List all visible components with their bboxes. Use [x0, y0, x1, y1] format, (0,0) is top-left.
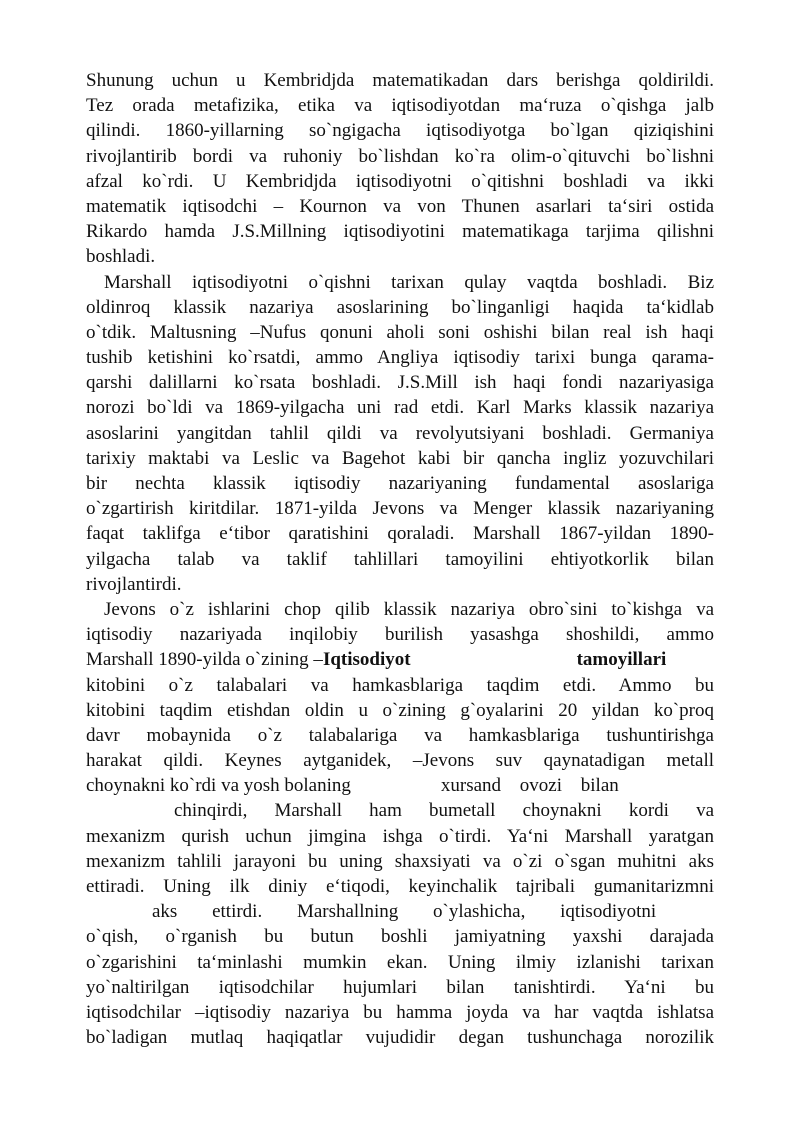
text-line: davr mobaynida o`z talabalariga va hamkasblariga tushuntirishga [86, 724, 714, 746]
text-line: norozi bo`ldi va 1869-yilgacha uni rad etdi. Karl Marks klassik nazariya [86, 397, 714, 419]
text-line-with-title [86, 647, 714, 672]
book-title-part-2: tamoyillari [576, 649, 667, 671]
text-line: Tez orada metafizika, etika va iqtisodiyotdan ma‘ruza o`qishga jalb [86, 95, 714, 117]
book-title-part-1: Iqtisodiyot [322, 649, 411, 671]
text-line: qarshi dalillarni ko`rsata boshladi. J.S.Mill ish haqi fondi nazariyasiga [86, 372, 714, 394]
text-fragment: choynakni ko`rdi va yosh bolaning [86, 775, 351, 797]
text-line: harakat qildi. Keynes aytganidek, –Jevons suv qaynatadigan metall [86, 750, 714, 772]
text-line: chinqirdi, Marshall ham bumetall choynakni kordi va [174, 800, 714, 822]
text-line: matematik iqtisodchi – Kournon va von Thunen asarlari ta‘siri ostida [86, 195, 714, 217]
paragraph-start-line: Marshall iqtisodiyotni o`qishni tarixan qulay vaqtda boshladi. Biz [104, 271, 714, 293]
text-line: tarixiy maktabi va Leslic va Bagehot kabi bir qancha ingliz yozuvchilari [86, 447, 714, 469]
text-line: yilgacha talab va taklif tahlillari tamoyilini ehtiyotkorlik bilan [86, 548, 714, 570]
text-line: o`zgarishini ta‘minlashi mumkin ekan. Uning ilmiy izlanishi tarixan [86, 951, 714, 973]
text-line: Shunung uchun u Kembridjda matematikadan dars berishga qoldirildi. [86, 70, 714, 91]
text-line: rivojlantirdi. [86, 573, 182, 595]
text-line: iqtisodiy nazariyada inqilobiy burilish yasashga shoshildi, ammo [86, 624, 714, 646]
text-line: asoslarini yangitdan tahlil qildi va revolyutsiyani boshladi. Germaniya [86, 422, 714, 444]
text-line: mexanizm tahlili jarayoni bu uning shaxsiyati va o`zi o`sgan muhitni aks [86, 850, 714, 872]
text-line: kitobini o`z talabalari va hamkasblariga taqdim etdi. Ammo bu [86, 674, 714, 696]
text-line: o`qish, o`rganish bu butun boshli jamiyatning yaxshi darajada [86, 926, 714, 948]
text-line: afzal ko`rdi. U Kembridjda iqtisodiyotni o`qitishni boshladi va ikki [86, 170, 714, 192]
paragraph-start-line: Jevons o`z ishlarini chop qilib klassik nazariya obro`sini to`kishga va [104, 598, 714, 620]
text-line: oldinroq klassik nazariya asoslarining bo`linganligi haqida ta‘kidlab [86, 296, 714, 318]
text-line: Rikardo hamda J.S.Millning iqtisodiyotini matematikaga tarjima qilishni [86, 221, 714, 243]
text-line: o`zgartirish kiritdilar. 1871-yilda Jevons va Menger klassik nazariyaning [86, 498, 714, 520]
text-line: iqtisodchilar –iqtisodiy nazariya bu hamma joyda va har vaqtda ishlatsa [86, 1001, 714, 1023]
text-line-split [86, 773, 714, 798]
text-line: faqat taklifga e‘tibor qaratishini qoraladi. Marshall 1867-yildan 1890- [86, 523, 714, 545]
text-line: boshladi. [86, 246, 156, 268]
text-line: bo`ladigan mutlaq haqiqatlar vujudidir degan tushunchaga norozilik [86, 1027, 714, 1049]
document-body [86, 68, 714, 1050]
text-line: yo`naltirilgan iqtisodchilar hujumlari bilan tanishtirdi. Ya‘ni bu [86, 976, 714, 998]
text-line: mexanizm qurish uchun jimgina ishga o`tirdi. Ya‘ni Marshall yaratgan [86, 825, 714, 847]
text-line: bir nechta klassik iqtisodiy nazariyaning fundamental asoslariga [86, 473, 714, 494]
text-line: o`tdik. Maltusning –Nufus qonuni aholi soni oshishi bilan real ish haqi [86, 321, 714, 343]
text-fragment: xursand ovozi bilan [440, 775, 619, 797]
text-line: rivojlantirib bordi va ruhoniy bo`lishdan ko`ra olim-o`qituvchi bo`lishni [86, 145, 714, 167]
text-fragment: Marshall 1890-yilda o`zining – [86, 649, 323, 671]
text-line: aks ettirdi. Marshallning o`ylashicha, iqtisodiyotni [152, 901, 657, 923]
text-line: tushib ketishini ko`rsatdi, ammo Angliya iqtisodiy tarixi bunga qarama- [86, 347, 714, 369]
text-line: ettiradi. Uning ilk diniy e‘tiqodi, keyinchalik tajribali gumanitarizmni [86, 876, 714, 897]
text-line: kitobini taqdim etishdan oldin u o`zining g`oyalarini 20 yildan ko`proq [86, 699, 714, 721]
text-line: qilindi. 1860-yillarning so`ngigacha iqtisodiyotga bo`lgan qiziqishini [86, 120, 714, 142]
